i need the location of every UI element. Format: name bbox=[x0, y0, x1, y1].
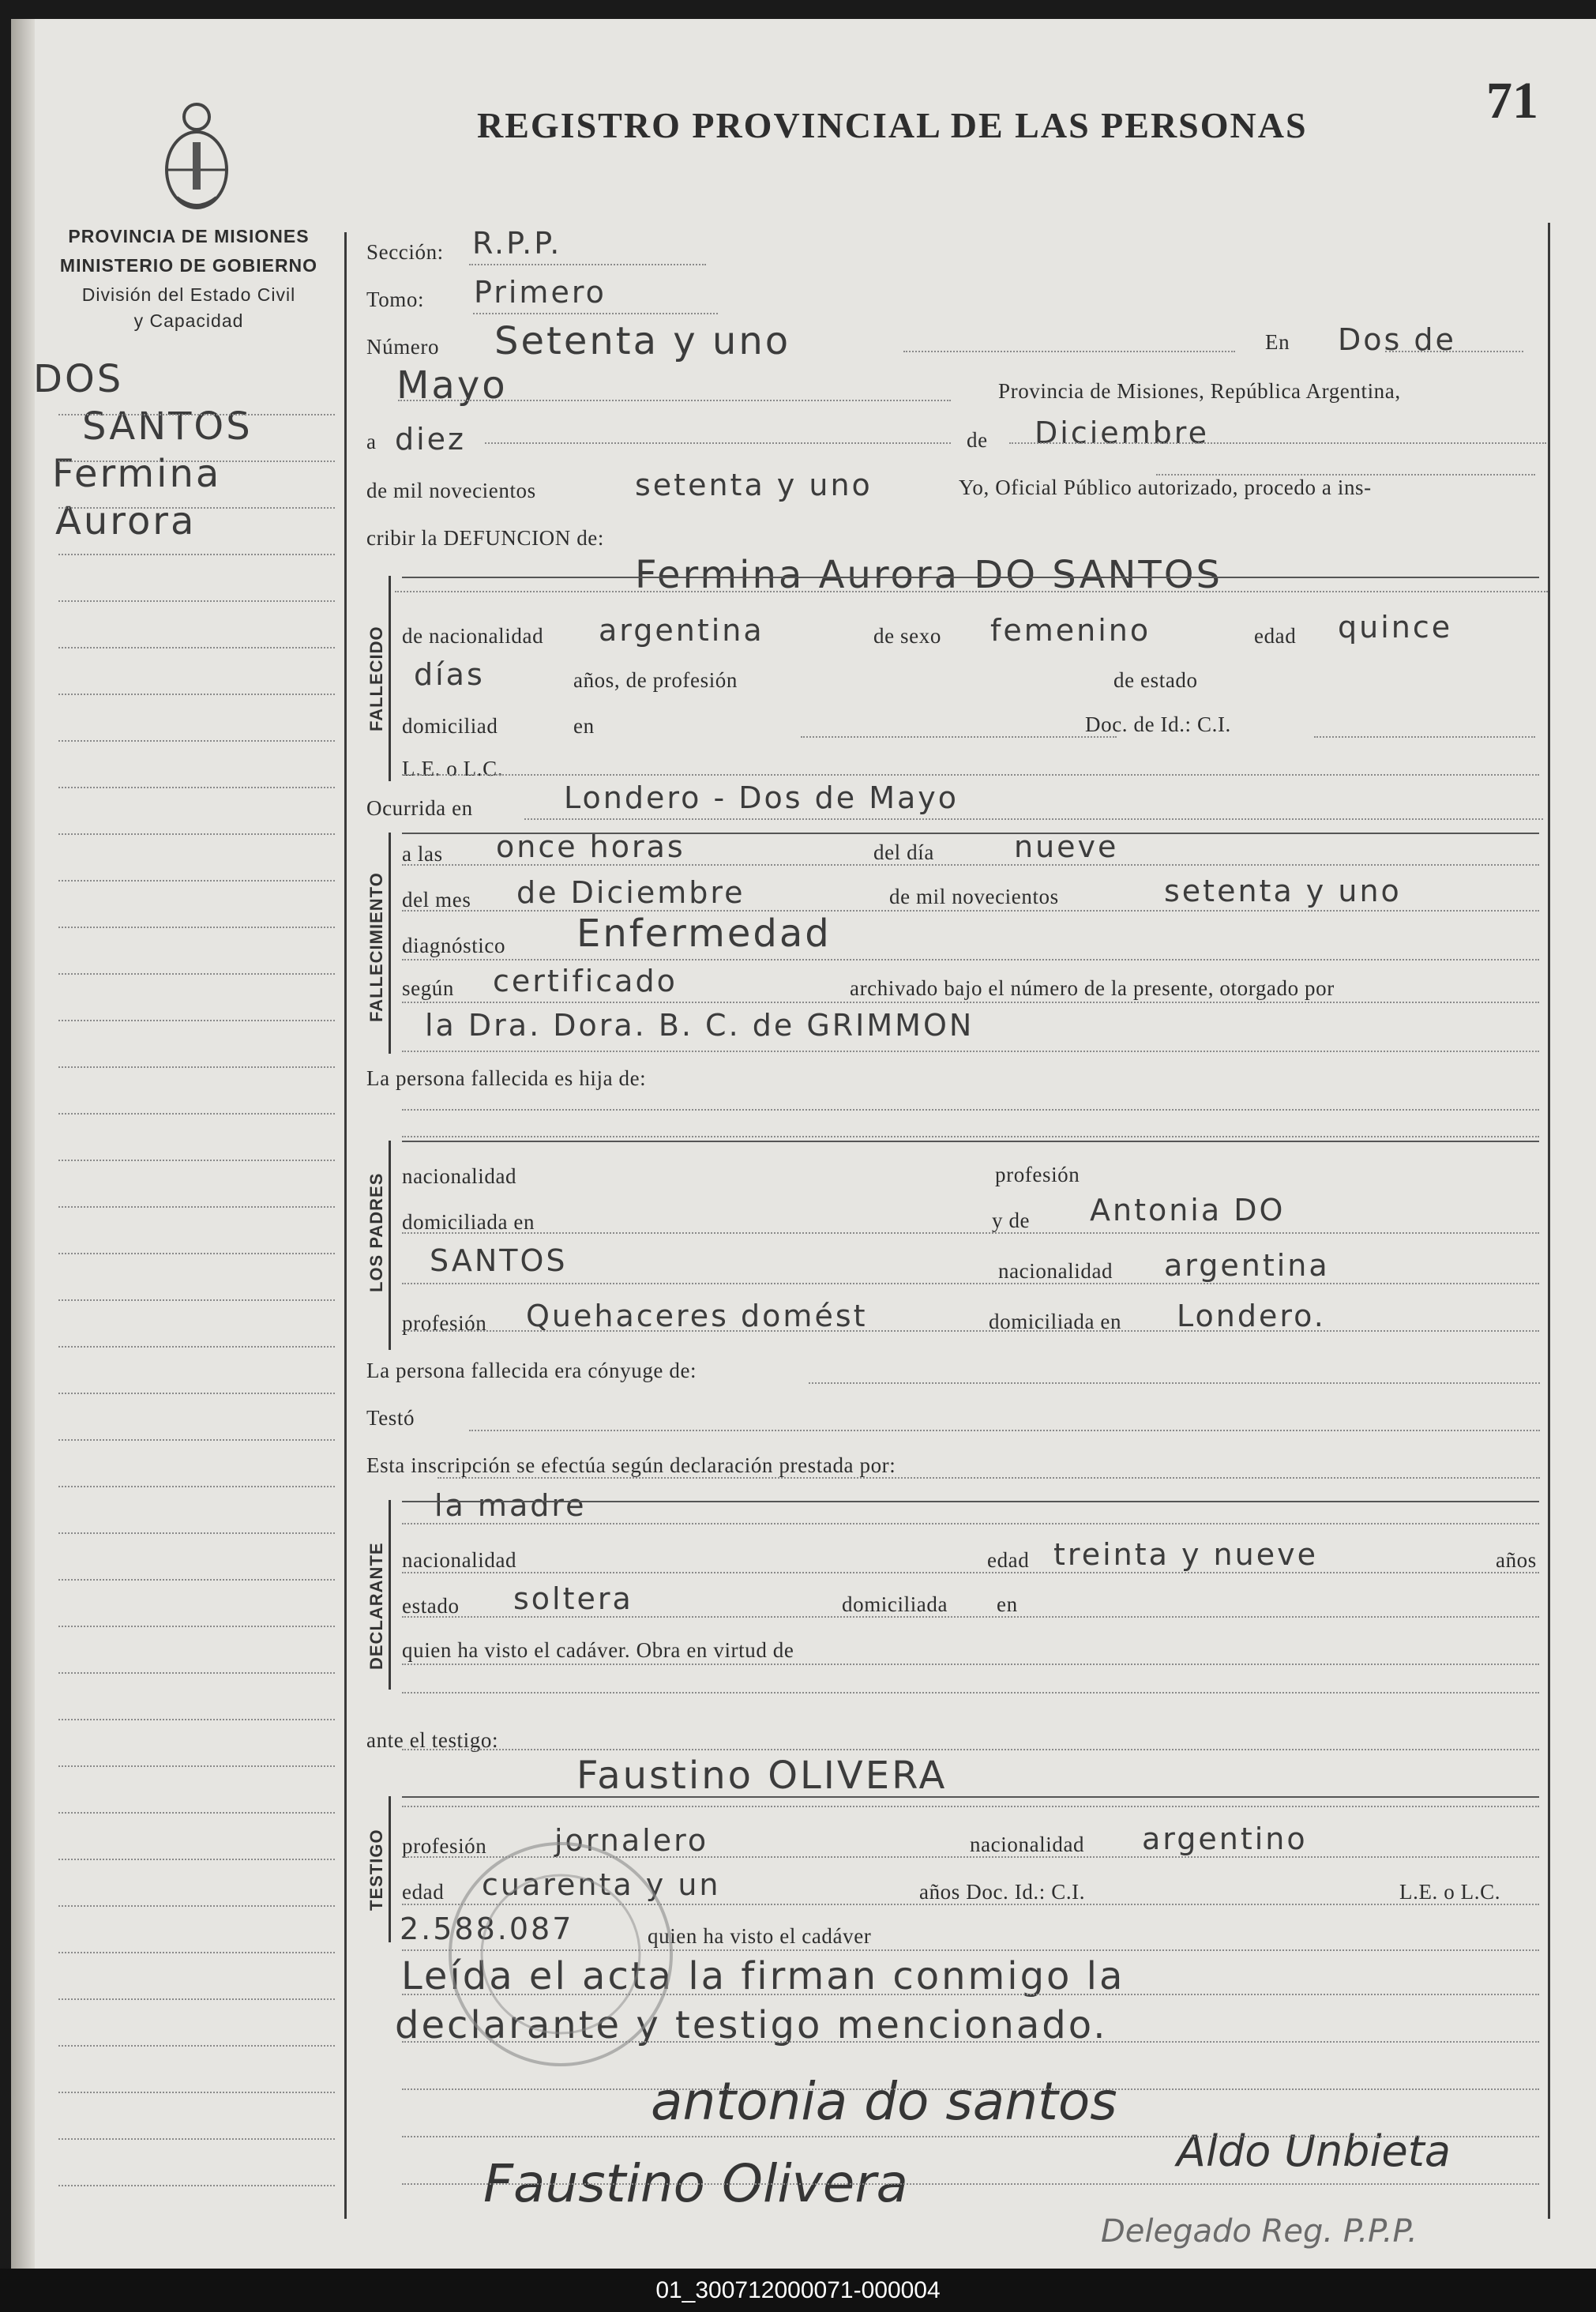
label-quien-cadaver: quien ha visto el cadáver bbox=[648, 1924, 872, 1948]
hw-nota-2: declarante y testigo mencionado. bbox=[395, 2003, 1108, 2047]
label-anos-doc: años Doc. Id.: C.I. bbox=[919, 1880, 1086, 1904]
margin-rule-line bbox=[58, 1579, 335, 1581]
margin-rule-line bbox=[58, 2092, 335, 2093]
margin-rule-line bbox=[58, 1206, 335, 1208]
margin-rule-line bbox=[58, 2138, 335, 2140]
margin-rule-line bbox=[58, 1299, 335, 1301]
margin-rule-line bbox=[58, 414, 335, 415]
margin-rule-line bbox=[58, 507, 335, 509]
label-cribir: cribir la DEFUNCION de: bbox=[366, 526, 604, 550]
signature-oficial: Aldo Unbieta bbox=[1177, 2126, 1451, 2176]
label-a-las: a las bbox=[402, 842, 443, 866]
hw-madre: Antonia DO bbox=[1090, 1193, 1286, 1227]
delegado-stamp-text: Delegado Reg. P.P.P. bbox=[1101, 2213, 1418, 2250]
label-domiciliad: domiciliad bbox=[402, 714, 498, 738]
label-yo-oficial: Yo, Oficial Público autorizado, procedo a ins- bbox=[959, 476, 1372, 499]
label-edad3: edad bbox=[402, 1880, 445, 1904]
hw-madre-profesion: Quehaceres domést bbox=[526, 1299, 868, 1333]
form-rule-line bbox=[402, 1806, 1539, 1807]
image-footer-id: 01_300712000071-000004 bbox=[0, 2269, 1596, 2312]
label-diagnostico: diagnóstico bbox=[402, 934, 506, 957]
form-rule-line bbox=[1385, 351, 1523, 352]
form-rule-line bbox=[485, 442, 951, 444]
margin-rule-line bbox=[58, 1486, 335, 1487]
margin-rule-line bbox=[58, 2045, 335, 2047]
hw-edad: quince bbox=[1338, 610, 1453, 645]
form-rule-line bbox=[402, 1136, 1539, 1137]
label-del-dia: del día bbox=[873, 840, 934, 864]
label-estado: estado bbox=[402, 1594, 460, 1618]
label-doc-id: Doc. de Id.: C.I. bbox=[1085, 712, 1231, 736]
label-domiciliada-en: domiciliada en bbox=[402, 1210, 535, 1234]
hw-del-dia: nueve bbox=[1014, 829, 1119, 864]
side-label-testigo: TESTIGO bbox=[366, 1829, 386, 1911]
margin-rule-line bbox=[58, 740, 335, 742]
label-tomo: Tomo: bbox=[366, 288, 425, 311]
hw-nombre: Fermina Aurora DO SANTOS bbox=[635, 553, 1222, 597]
coat-of-arms-icon bbox=[161, 95, 232, 213]
label-del-mes: del mes bbox=[402, 888, 471, 912]
margin-rule-line bbox=[58, 647, 335, 648]
form-rule-line bbox=[402, 2088, 1539, 2090]
side-label-fallecimiento: FALLECIMIENTO bbox=[366, 872, 386, 1022]
hw-numero: Setenta y uno bbox=[494, 319, 791, 363]
margin-given-name-1: Fermina bbox=[52, 452, 222, 496]
label-inscripcion: Esta inscripción se efectúa según declaración prestada por: bbox=[366, 1453, 896, 1477]
label-nacionalidad: nacionalidad bbox=[402, 1164, 517, 1188]
form-rule-line bbox=[402, 1002, 1539, 1003]
hw-otorgado-por: la Dra. Dora. B. C. de GRIMMON bbox=[425, 1008, 974, 1043]
form-rule-line bbox=[402, 1283, 1539, 1284]
margin-rule-line bbox=[58, 461, 335, 462]
hw-madre-domicilio: Londero. bbox=[1177, 1299, 1326, 1333]
left-header-line3: División del Estado Civil bbox=[81, 284, 296, 305]
form-rule-line bbox=[402, 1692, 1539, 1694]
form-right-border bbox=[1548, 223, 1550, 2219]
form-rule-line bbox=[402, 1616, 1539, 1618]
form-rule-line bbox=[402, 1330, 1539, 1332]
margin-rule-line bbox=[58, 1393, 335, 1394]
label-segun: según bbox=[402, 976, 454, 1000]
label-domiciliada-en3: domiciliada bbox=[842, 1592, 948, 1616]
form-rule-line bbox=[402, 1109, 1539, 1111]
form-rule-line bbox=[402, 864, 1539, 866]
label-nacionalidad3: nacionalidad bbox=[402, 1548, 517, 1572]
form-rule-line bbox=[903, 351, 1235, 352]
margin-rule-line bbox=[58, 927, 335, 928]
hw-segun: certificado bbox=[493, 964, 678, 998]
margin-rule-line bbox=[58, 1160, 335, 1161]
hw-declarante: la madre bbox=[434, 1488, 587, 1523]
form-rule-line bbox=[437, 1477, 1540, 1479]
hw-declarante-estado: soltera bbox=[513, 1581, 633, 1616]
signature-testigo: Faustino Olivera bbox=[483, 2153, 908, 2214]
label-de-estado: de estado bbox=[1113, 668, 1198, 692]
side-label-fallecido: FALLECIDO bbox=[366, 626, 386, 731]
section-bar-padres bbox=[389, 1141, 391, 1350]
form-rule-line bbox=[1156, 474, 1535, 476]
left-header-line1: PROVINCIA DE MISIONES bbox=[68, 226, 310, 246]
label-anos-profesion: años, de profesión bbox=[573, 668, 738, 692]
hw-diagnostico: Enfermedad bbox=[576, 912, 832, 956]
label-archivado: archivado bajo el número de la presente, otorgado por bbox=[850, 976, 1335, 1000]
label-cadaver: quien ha visto el cadáver. Obra en virtud de bbox=[402, 1638, 794, 1662]
label-anos: años bbox=[1496, 1548, 1537, 1572]
form-rule-line bbox=[809, 1382, 1540, 1384]
label-profesion3: profesión bbox=[402, 1834, 487, 1858]
label-nacionalidad2: nacionalidad bbox=[998, 1259, 1113, 1283]
form-rule-line bbox=[524, 818, 1543, 820]
form-rule-line bbox=[402, 910, 1539, 912]
margin-rule-line bbox=[58, 1066, 335, 1068]
label-hija-de: La persona fallecida es hija de: bbox=[366, 1066, 647, 1090]
margin-rule-line bbox=[58, 1719, 335, 1720]
page-title: REGISTRO PROVINCIAL DE LAS PERSONAS bbox=[477, 105, 1308, 145]
margin-rule-line bbox=[58, 833, 335, 835]
signature-declarante: antonia do santos bbox=[651, 2071, 1117, 2132]
label-conyuge: La persona fallecida era cónyuge de: bbox=[366, 1359, 697, 1382]
hw-edad-cont: días bbox=[414, 657, 485, 692]
hw-testigo-profesion: jornalero bbox=[554, 1823, 709, 1858]
left-header bbox=[58, 226, 319, 332]
form-rule-line bbox=[473, 313, 718, 314]
hw-de: Diciembre bbox=[1035, 415, 1209, 450]
margin-rule-line bbox=[58, 1765, 335, 1767]
label-seccion: Sección: bbox=[366, 240, 444, 264]
side-label-padres: LOS PADRES bbox=[366, 1172, 386, 1292]
hw-madre-cont: SANTOS bbox=[430, 1243, 568, 1278]
form-rule-line bbox=[395, 591, 1548, 592]
register-page bbox=[11, 19, 1596, 2269]
label-le-lc2: L.E. o L.C. bbox=[1399, 1880, 1501, 1904]
margin-rule-line bbox=[58, 600, 335, 602]
label-de-sexo: de sexo bbox=[873, 624, 941, 648]
label-edad: edad bbox=[1254, 624, 1297, 648]
left-header-line2: MINISTERIO DE GOBIERNO bbox=[59, 255, 318, 276]
book-spine bbox=[11, 19, 35, 2269]
hw-madre-nacionalidad: argentina bbox=[1164, 1248, 1330, 1283]
margin-rule-line bbox=[58, 1998, 335, 2000]
section-divider bbox=[402, 1796, 1539, 1798]
hw-del-mes: de Diciembre bbox=[516, 875, 745, 910]
margin-rule-line bbox=[58, 787, 335, 788]
hw-tomo: Primero bbox=[474, 275, 606, 310]
label-de-nacionalidad: de nacionalidad bbox=[402, 624, 544, 648]
hw-ocurrida-en: Londero - Dos de Mayo bbox=[564, 780, 959, 815]
label-en: En bbox=[1265, 330, 1290, 354]
form-rule-line bbox=[402, 1523, 1539, 1524]
page-number: 71 bbox=[1486, 72, 1538, 130]
form-rule-line bbox=[402, 1749, 1539, 1750]
left-header-line4: y Capacidad bbox=[133, 310, 244, 331]
label-en2: en bbox=[573, 714, 595, 738]
form-rule-line bbox=[398, 400, 951, 401]
label-profesion: profesión bbox=[995, 1163, 1080, 1186]
label-a: a bbox=[366, 430, 377, 453]
hw-ano: setenta y uno bbox=[1164, 874, 1402, 908]
label-de-mil2: de mil novecientos bbox=[889, 885, 1059, 908]
margin-rule-line bbox=[58, 973, 335, 975]
form-rule-line bbox=[402, 1856, 1539, 1858]
hw-sexo: femenino bbox=[990, 613, 1151, 648]
margin-rule-line bbox=[58, 1812, 335, 1814]
form-left-border bbox=[344, 232, 347, 2219]
form-rule-line bbox=[402, 1572, 1539, 1573]
official-stamp bbox=[434, 1836, 687, 2073]
label-edad2: edad bbox=[987, 1548, 1030, 1572]
section-bar-declarante bbox=[389, 1500, 391, 1690]
margin-rule-line bbox=[58, 1253, 335, 1254]
margin-surname-1: DOS bbox=[33, 357, 124, 401]
label-nacionalidad4: nacionalidad bbox=[970, 1833, 1085, 1856]
label-ante-testigo: ante el testigo: bbox=[366, 1728, 499, 1752]
margin-rule-line bbox=[58, 1859, 335, 1860]
margin-rule-line bbox=[58, 1672, 335, 1674]
margin-rule-line bbox=[58, 1346, 335, 1348]
form-rule-line bbox=[402, 2183, 1539, 2185]
margin-given-name-2: Aurora bbox=[55, 499, 197, 543]
section-divider bbox=[402, 1141, 1539, 1142]
form-rule-line bbox=[801, 736, 1117, 738]
hw-testigo-edad: cuarenta y un bbox=[482, 1867, 721, 1902]
label-de: de bbox=[967, 428, 988, 452]
form-rule-line bbox=[402, 2136, 1539, 2137]
label-en3: en bbox=[997, 1592, 1018, 1616]
label-de-mil: de mil novecientos bbox=[366, 479, 536, 502]
margin-rule-line bbox=[58, 1905, 335, 1907]
hw-declarante-edad: treinta y nueve bbox=[1053, 1537, 1318, 1572]
form-rule-line bbox=[402, 1664, 1539, 1665]
form-rule-line bbox=[402, 2041, 1539, 2043]
form-rule-line bbox=[469, 1430, 1540, 1431]
margin-rule-line bbox=[58, 554, 335, 555]
label-profesion2: profesión bbox=[402, 1311, 487, 1335]
hw-de-mil: setenta y uno bbox=[635, 468, 873, 502]
label-ocurrida-en: Ocurrida en bbox=[366, 796, 473, 820]
label-domiciliada-en2: domiciliada en bbox=[989, 1310, 1122, 1333]
section-divider bbox=[402, 1501, 1539, 1502]
margin-rule-line bbox=[58, 880, 335, 882]
form-rule-line bbox=[1314, 736, 1535, 738]
label-le-lc: L.E. o L.C. bbox=[402, 757, 504, 780]
label-y-de: y de bbox=[992, 1209, 1031, 1232]
hw-seccion: R.P.P. bbox=[472, 226, 562, 261]
margin-rule-line bbox=[58, 1439, 335, 1441]
label-provincia: Provincia de Misiones, República Argentina, bbox=[998, 379, 1401, 403]
margin-rule-line bbox=[58, 2185, 335, 2186]
margin-rule-line bbox=[58, 1113, 335, 1115]
hw-a: diez bbox=[395, 422, 467, 457]
hw-nacionalidad: argentina bbox=[599, 613, 764, 648]
form-rule-line bbox=[402, 959, 1539, 961]
label-numero: Número bbox=[366, 335, 440, 359]
hw-testigo-doc: 2.588.087 bbox=[400, 1912, 574, 1946]
section-bar-fallecido bbox=[389, 576, 391, 781]
section-bar-fallecimiento bbox=[389, 833, 391, 1054]
margin-rule-line bbox=[58, 694, 335, 695]
form-rule-line bbox=[402, 1051, 1539, 1052]
section-divider bbox=[402, 833, 1539, 834]
section-divider bbox=[402, 577, 1539, 578]
margin-rule-line bbox=[58, 1952, 335, 1953]
hw-testigo: Faustino OLIVERA bbox=[576, 1754, 948, 1798]
margin-rule-line bbox=[58, 1626, 335, 1627]
margin-surname-2: SANTOS bbox=[82, 404, 253, 449]
form-rule-line bbox=[402, 774, 1539, 776]
margin-rule-line bbox=[58, 1020, 335, 1021]
hw-testigo-nacionalidad: argentino bbox=[1142, 1821, 1308, 1856]
label-testo: Testó bbox=[366, 1406, 415, 1430]
form-rule-line bbox=[402, 1994, 1539, 1995]
form-rule-line bbox=[1009, 442, 1546, 444]
hw-en-cont: Mayo bbox=[396, 363, 508, 408]
form-rule-line bbox=[402, 1949, 1539, 1951]
form-rule-line bbox=[402, 1904, 1539, 1905]
section-bar-testigo bbox=[389, 1796, 391, 1942]
form-rule-line bbox=[402, 1232, 1539, 1234]
margin-rule-line bbox=[58, 1532, 335, 1534]
hw-a-las: once horas bbox=[496, 829, 685, 864]
hw-nota-1: Leída el acta la firman conmigo la bbox=[401, 1954, 1125, 1998]
form-rule-line bbox=[469, 264, 706, 265]
hw-en: Dos de bbox=[1338, 322, 1456, 357]
side-label-declarante: DECLARANTE bbox=[366, 1542, 386, 1670]
